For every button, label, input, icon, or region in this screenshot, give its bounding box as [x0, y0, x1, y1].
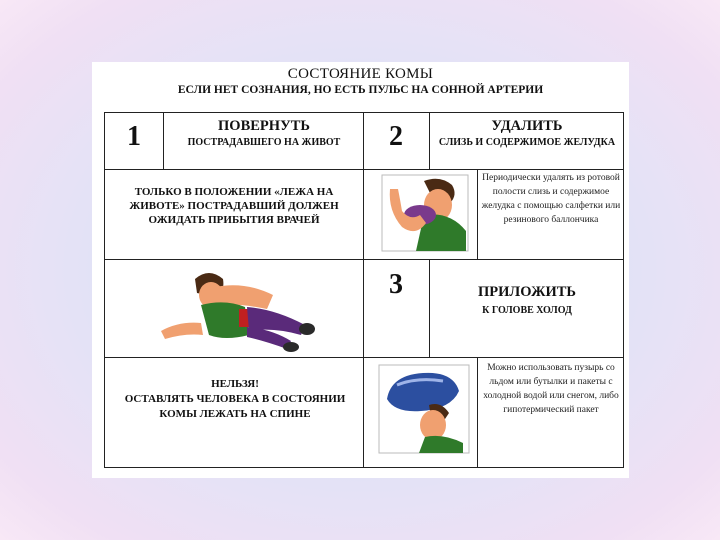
col-divider: [477, 357, 478, 467]
row-divider: [105, 357, 623, 358]
row-divider: [105, 169, 623, 170]
instruction-card: [92, 62, 629, 478]
step3-subtitle: К ГОЛОВЕ ХОЛОД: [482, 305, 572, 316]
col-divider: [163, 113, 164, 169]
col-divider: [477, 169, 478, 259]
mouth-cleaning-illustration: [380, 171, 472, 255]
step2-subtitle: СЛИЗЬ И СОДЕРЖИМОЕ ЖЕЛУДКА: [438, 137, 616, 148]
col-divider: [429, 259, 430, 357]
step1-title: ПОВЕРНУТЬ: [218, 118, 310, 134]
step1-note: ТОЛЬКО В ПОЛОЖЕНИИ «ЛЕЖА НА ЖИВОТЕ» ПОСТРАДАВШИЙ ДОЛЖЕН ОЖИДАТЬ ПРИБЫТИЯ ВРАЧЕЙ: [129, 186, 339, 226]
instruction-table: [104, 112, 624, 468]
card-subtitle: ЕСЛИ НЕТ СОЗНАНИЯ, НО ЕСТЬ ПУЛЬС НА СОННОЙ АРТЕРИИ: [177, 84, 544, 96]
warning-text: ОСТАВЛЯТЬ ЧЕЛОВЕКА В СОСТОЯНИИ КОМЫ ЛЕЖАТЬ НА СПИНЕ: [124, 393, 346, 420]
step-number-3: 3: [389, 269, 403, 300]
cold-compress-illustration: [377, 363, 473, 457]
step2-title: УДАЛИТЬ: [491, 118, 563, 134]
col-divider: [429, 113, 430, 169]
card-title: СОСТОЯНИЕ КОМЫ: [287, 66, 434, 82]
step-number-2: 2: [389, 121, 403, 152]
step3-note: Можно использовать пузырь со льдом или бутылки и пакеты с холодной водой или снегом, либо гипотермический пакет: [483, 363, 619, 415]
step2-note: Периодически удалять из ротовой полости слизь и содержимое желудка с помощью салфетки или резинового баллончика: [481, 173, 621, 225]
step-number-1: 1: [127, 121, 141, 152]
patient-on-stomach-illustration: [155, 265, 315, 353]
step1-subtitle: ПОСТРАДАВШЕГО НА ЖИВОТ: [187, 137, 341, 148]
warning-title: НЕЛЬЗЯ!: [211, 378, 259, 390]
row-divider: [105, 259, 623, 260]
step3-title: ПРИЛОЖИТЬ: [477, 284, 576, 300]
